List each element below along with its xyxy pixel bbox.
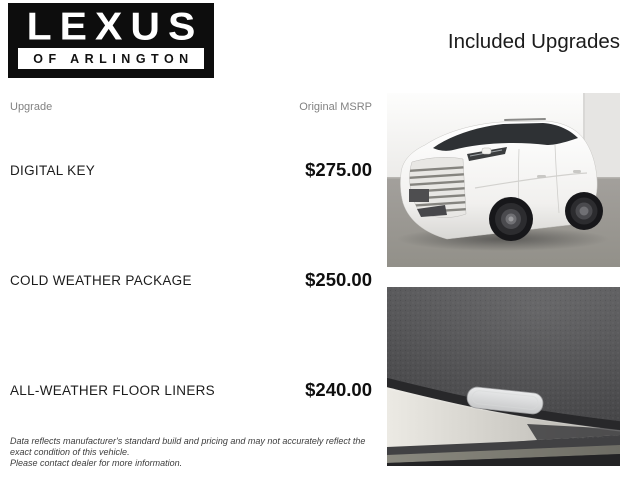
- vehicle-photo-illustration: [387, 93, 620, 267]
- upgrade-name: DIGITAL KEY: [10, 162, 96, 178]
- table-column-headers: [10, 100, 372, 114]
- disclaimer-line: Please contact dealer for more information.: [10, 458, 183, 468]
- column-header-original-msrp: Original MSRP: [299, 101, 372, 113]
- side-mirror: [482, 148, 491, 154]
- door-handle: [537, 175, 546, 178]
- disclaimer-text: [10, 436, 382, 469]
- upgrade-name: COLD WEATHER PACKAGE: [10, 272, 192, 288]
- logo-location-text: OF ARLINGTON: [18, 48, 204, 69]
- vehicle-photo: [387, 93, 620, 267]
- upgrade-price: $275.00: [305, 159, 372, 180]
- table-row: [10, 379, 372, 401]
- floor-liner-photo: [387, 287, 620, 466]
- rear-wheel: [565, 192, 603, 230]
- door-handle: [573, 170, 581, 173]
- upgrade-price: $240.00: [305, 379, 372, 400]
- column-header-upgrade: Upgrade: [10, 101, 53, 113]
- roof-rail: [505, 119, 545, 120]
- logo-brand-text: LEXUS: [26, 3, 204, 48]
- table-row: [10, 159, 372, 181]
- dealer-logo: [8, 3, 214, 78]
- upgrade-price: $250.00: [305, 269, 372, 290]
- floor-liner-illustration: [387, 287, 620, 466]
- front-wheel: [489, 197, 533, 241]
- disclaimer-line: Data reflects manufacturer's standard build and pricing and may not accurately reflect the exact condition of this vehicle.: [10, 436, 366, 457]
- page-title: Included Upgrades: [447, 30, 620, 53]
- upgrade-name: ALL-WEATHER FLOOR LINERS: [10, 382, 215, 398]
- table-row: [10, 269, 372, 291]
- license-plate: [409, 189, 429, 202]
